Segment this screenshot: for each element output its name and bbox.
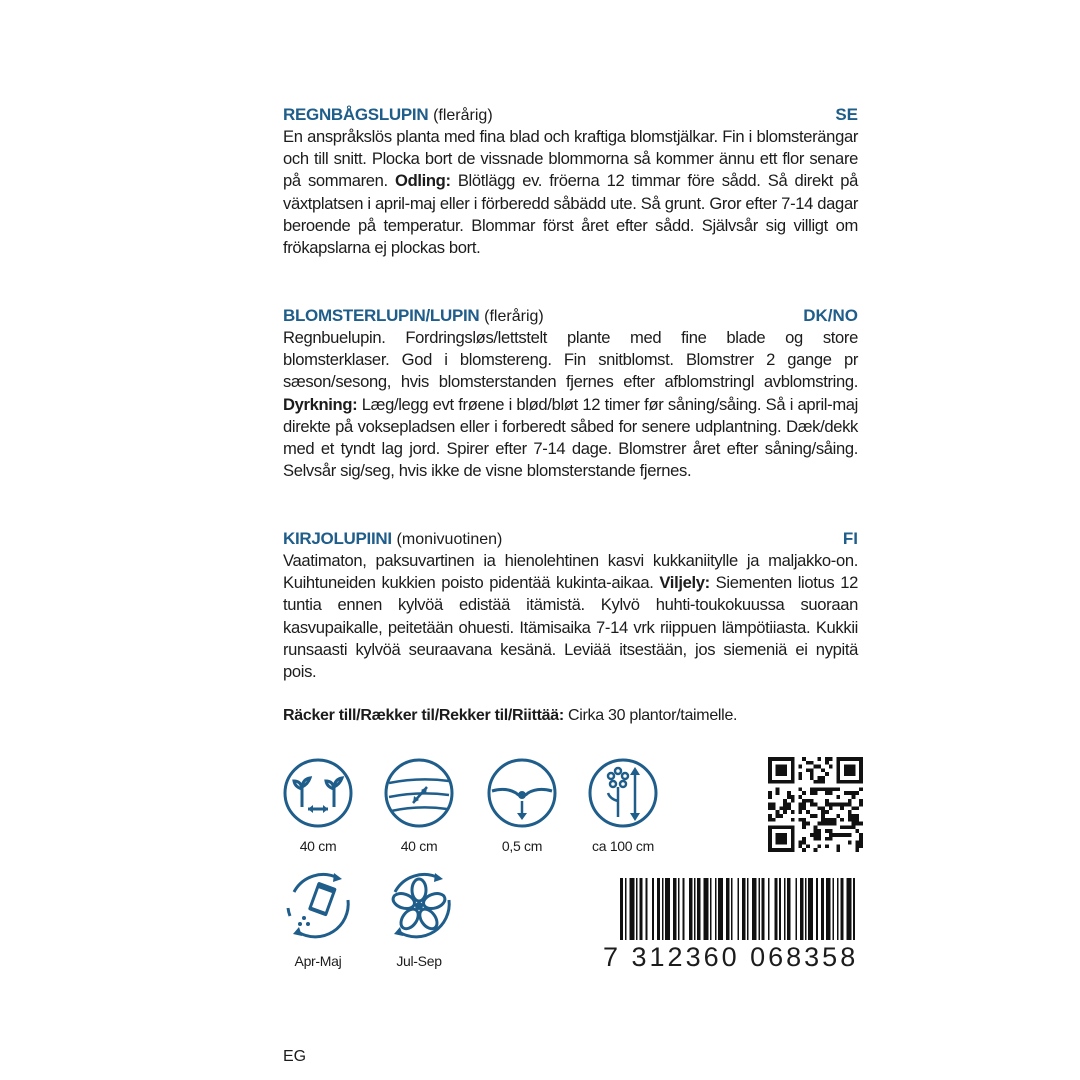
- text-part: En anspråkslös planta med fina blad och kraftiga blomstjälkar. Fin i blomsterängar och till snitt. Plocka bort de vissnade blommorna så kommer ännu ett flor senare på sommaren.: [283, 127, 858, 191]
- row-spacing-caption: 40 cm: [400, 838, 438, 854]
- row-spacing-icon: [383, 757, 455, 829]
- text-bold-label: Viljely:: [659, 573, 710, 593]
- barcode-number: 7 312360 068358: [603, 942, 859, 972]
- footer-code: EG: [283, 1048, 307, 1065]
- language-code: DK/NO: [803, 306, 858, 325]
- sowing-depth-icon: [486, 757, 558, 829]
- text-part: Blötlägg ev. fröerna 12 timmar före sådd. Så direkt på växtplatsen i april-maj eller i förberedd såbädd ute. Så grunt. Gror efter 7-14 dagar beroende på temperatur. Blommar först året efter sådd. Självsår sig villigt om frökapslarna ej plockas bort.: [283, 171, 858, 258]
- barcode: [620, 878, 858, 940]
- plant-height-icon: [587, 757, 659, 829]
- section-text: [283, 126, 858, 259]
- sowing-depth-caption: 0,5 cm: [501, 838, 543, 854]
- section-title: KIRJOLUPIINI: [283, 529, 392, 548]
- plant-height-caption: ca 100 cm: [592, 838, 654, 854]
- section-title: REGNBÅGSLUPIN: [283, 105, 429, 124]
- plant-spacing-icon: [282, 757, 354, 829]
- sowing-time-icon: [282, 870, 354, 942]
- section-subtitle: (flerårig): [484, 308, 544, 325]
- text-part: Vaatimaton, paksuvartinen ia hienolehtinen kasvi kukkaniitylle ja maljakko-on. Kuihtuneiden kukkien poisto pidentää kukinta-aikaa.: [283, 551, 858, 593]
- section-header: [283, 528, 858, 550]
- text-part: Siementen liotus 12 tuntia ennen kylvöä edistää itämistä. Kylvö huhti-toukokuussa suoraan kasvupaikalle, peitetään ohuesti. Itämisaika 7-14 vrk riippuen lämpötiiasta. Kukkii runsaasti kylvöä seuraavana kesänä. Leviää itsestään, jos siemeniä ei nypitä pois.: [283, 573, 858, 682]
- language-code: FI: [842, 529, 858, 548]
- section-text: [283, 550, 858, 683]
- section-fi: [283, 528, 858, 683]
- section-subtitle: (monivuotinen): [396, 531, 503, 548]
- section-subtitle: (flerårig): [433, 107, 493, 124]
- section-text: [283, 327, 858, 482]
- text-part: Læg/legg evt frøene i blød/bløt 12 timer før såning/såing. Så i april-maj direkte på voksepladsen eller i forberedt såbed for senere udplantning. Dæk/dekk med et tyndt lag jord. Spirer efter 7-14 dage. Blomstrer året efter såning/såing. Selvsår sig/seg, hvis ikke de visne blomsterstande fjernes.: [283, 394, 859, 481]
- section-header: [283, 305, 858, 327]
- seed-amount: [283, 707, 737, 725]
- text-bold-label: Dyrkning:: [283, 394, 358, 414]
- qr-code: [768, 757, 863, 852]
- text-part: Regnbuelupin. Fordringsløs/lettstelt plante med fine blade og store blomsterklaser. God i blomstereng. Fin snitblomst. Blomstrer 2 gange pr sæson/sesong, hvis blomsterstanden fjernes efter afblomstringl avblomstring.: [283, 328, 858, 392]
- amount-value: Cirka 30 plantor/taimelle.: [568, 707, 738, 724]
- section-title: BLOMSTERLUPIN/LUPIN: [283, 306, 480, 325]
- text-bold-label: Odling:: [395, 171, 451, 191]
- amount-label: Räcker till/Rækker til/Rekker til/Riittää:: [283, 707, 564, 724]
- plant-spacing-caption: 40 cm: [299, 838, 337, 854]
- section-header: [283, 104, 858, 126]
- section-dk-no: [283, 305, 858, 482]
- sowing-time-caption: Apr-Maj: [294, 953, 342, 969]
- flowering-time-caption: Jul-Sep: [396, 953, 442, 969]
- section-se: [283, 104, 858, 259]
- flowering-time-icon: [383, 870, 455, 942]
- language-code: SE: [835, 105, 858, 124]
